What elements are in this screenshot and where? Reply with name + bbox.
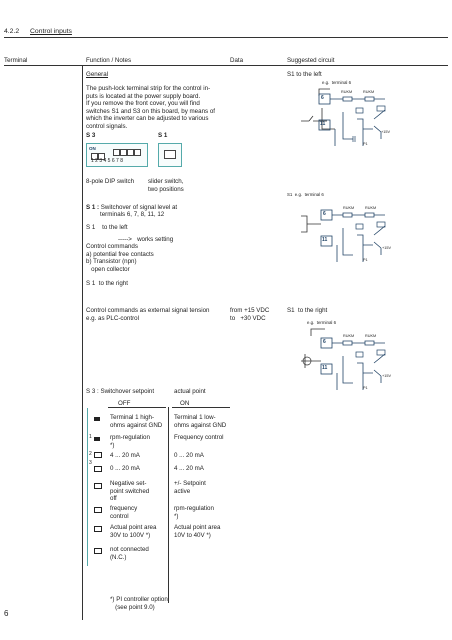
s3-row3-on: 0 ... 20 mA [174,452,204,459]
col-data: Data [230,57,244,64]
circuit2-node6: 6 [323,211,326,217]
circuit1-label: S1 to the left [287,71,322,78]
circuit1-plus15: +15V [381,130,390,134]
s3-row2-off: rpm-regulation *) [110,434,150,449]
s3-switch-glyph [94,507,102,513]
s3-on-label: ON [180,400,190,407]
circuit1-p1: P1 [363,142,368,146]
s3-row7-off: Actual point area 30V to 100V *) [110,524,157,539]
s1-left: S 1 to the left [86,224,128,231]
s3-switch-glyph [94,437,100,441]
circuit1-terminal: e.g. terminal 6 [322,80,352,85]
columns-rule [4,65,448,66]
s1-title2: terminals 6, 7, 8, 11, 12 [100,211,165,218]
circuit3-node11: 11 [322,365,328,371]
circuit1-node11: 11 [320,121,326,127]
s3-row2-on: Frequency control [174,434,224,441]
s3-switch-glyph [94,526,102,532]
dip-cell [127,149,134,156]
circuit3-r2: RUKM [365,334,377,338]
s3-footnote: *) PI controller option (see point 9.0) [110,596,168,611]
s3-title: S 3 : Switchover setpoint [86,388,155,395]
s1-ext-data: from +15 VDC to +30 VDC [230,307,270,322]
circuit3-terminal: e.g. terminal 6 [307,320,337,325]
dip-cell [134,149,141,156]
s1-right: S 1 to the right [86,280,128,287]
col-terminal: Terminal [4,57,28,64]
s3-switch-glyph [94,452,102,458]
s1-label: S 1 [158,132,168,139]
dip-on-label: ON [89,146,96,151]
s1-circuit-right: S1 to the right [287,307,328,314]
circuit2-terminal: S1 e.g. terminal 6 [287,192,324,197]
s1-commands: Control commands a) potential free contacts b) Transistor (npn) open collector [86,243,154,273]
s3-row-number: 1 [89,434,92,440]
s3-row8-off: not connected (N.C.) [110,546,149,561]
s3-col-divider [168,407,169,603]
dip-cell [113,149,120,156]
s3-off-label: OFF [118,400,131,407]
section-title: Control inputs [30,28,72,35]
circuit3-p1: P1 [363,386,368,390]
dip-caption: 8-pole DIP switch [86,178,135,185]
s3-actual-point: actual point [174,388,206,395]
circuit1-r1: RUKM [341,90,353,94]
s3-row1-off: Terminal 1 high- ohms against GND [110,414,163,429]
circuit2-r2: RUKM [365,206,377,210]
s3-label: S 3 [86,132,96,139]
s3-row6-off: frequency control [110,505,138,520]
dip-numbers: 1 2 3 4 5 6 7 8 [91,158,123,164]
s3-switch-glyph [94,417,100,421]
s3-on-rule [172,407,230,408]
circuit3-node6: 6 [323,339,326,345]
circuit2-plus15: +15V [382,246,391,250]
s1-title-text: Switchover of signal level at [99,204,178,211]
slider-caption: slider switch, two positions [148,178,184,193]
section-number: 4.2.2 [4,28,20,35]
circuit2-r1: RUKM [343,206,355,210]
s3-row4-on: 4 ... 20 mA [174,465,204,472]
circuit1-node6: 6 [321,95,324,101]
s1-arrow: -----> works setting [118,236,174,243]
s3-row-number: 3 [89,460,92,466]
column-divider [82,65,83,620]
page-number: 6 [4,609,9,618]
circuit3-plus15: +15V [382,374,391,378]
s3-row3-off: 4 ... 20 mA [110,452,140,459]
s1-ext-commands: Control commands as external signal tension e.g. as PLC-control [86,307,210,322]
s3-row4-off: 0 ... 20 mA [110,465,140,472]
s3-switch-glyph [94,483,102,489]
col-circuit: Suggested circuit [287,57,335,64]
s3-switch-glyph [94,548,102,554]
s3-row-number: 2 [89,451,92,457]
circuit2-p1: P1 [363,258,368,262]
header-rule [4,37,448,38]
s3-row5-off: Negative set- point switched off [110,480,150,503]
dip-cell [120,149,127,156]
s3-row6-on: rpm-regulation *) [174,505,214,520]
slider-switch-image [158,143,182,167]
s3-row1-on: Terminal 1 low- ohms against GND [174,414,227,429]
circuit3-r1: RUKM [343,334,355,338]
general-title: General [86,71,109,78]
s3-row7-on: Actual point area 10V to 40V *) [174,524,221,539]
dip-switch-image [86,143,148,167]
circuit2-node11: 11 [322,237,328,243]
s3-off-rule [108,407,166,408]
col-function: Function / Notes [86,57,132,64]
s1-title-prefix: S 1 : [86,204,100,211]
s3-switch-glyph [94,466,102,472]
general-paragraph: The push-lock terminal strip for the control in- puts is located at the power supply board. If you remove the front cover, you will find switches S1 and S3 on this board, by means of which the inverter can be adjusted to various control signals. [86,85,215,130]
s3-row5-on: +/- Setpoint active [174,480,206,495]
circuit1-r2: RUKM [363,90,375,94]
